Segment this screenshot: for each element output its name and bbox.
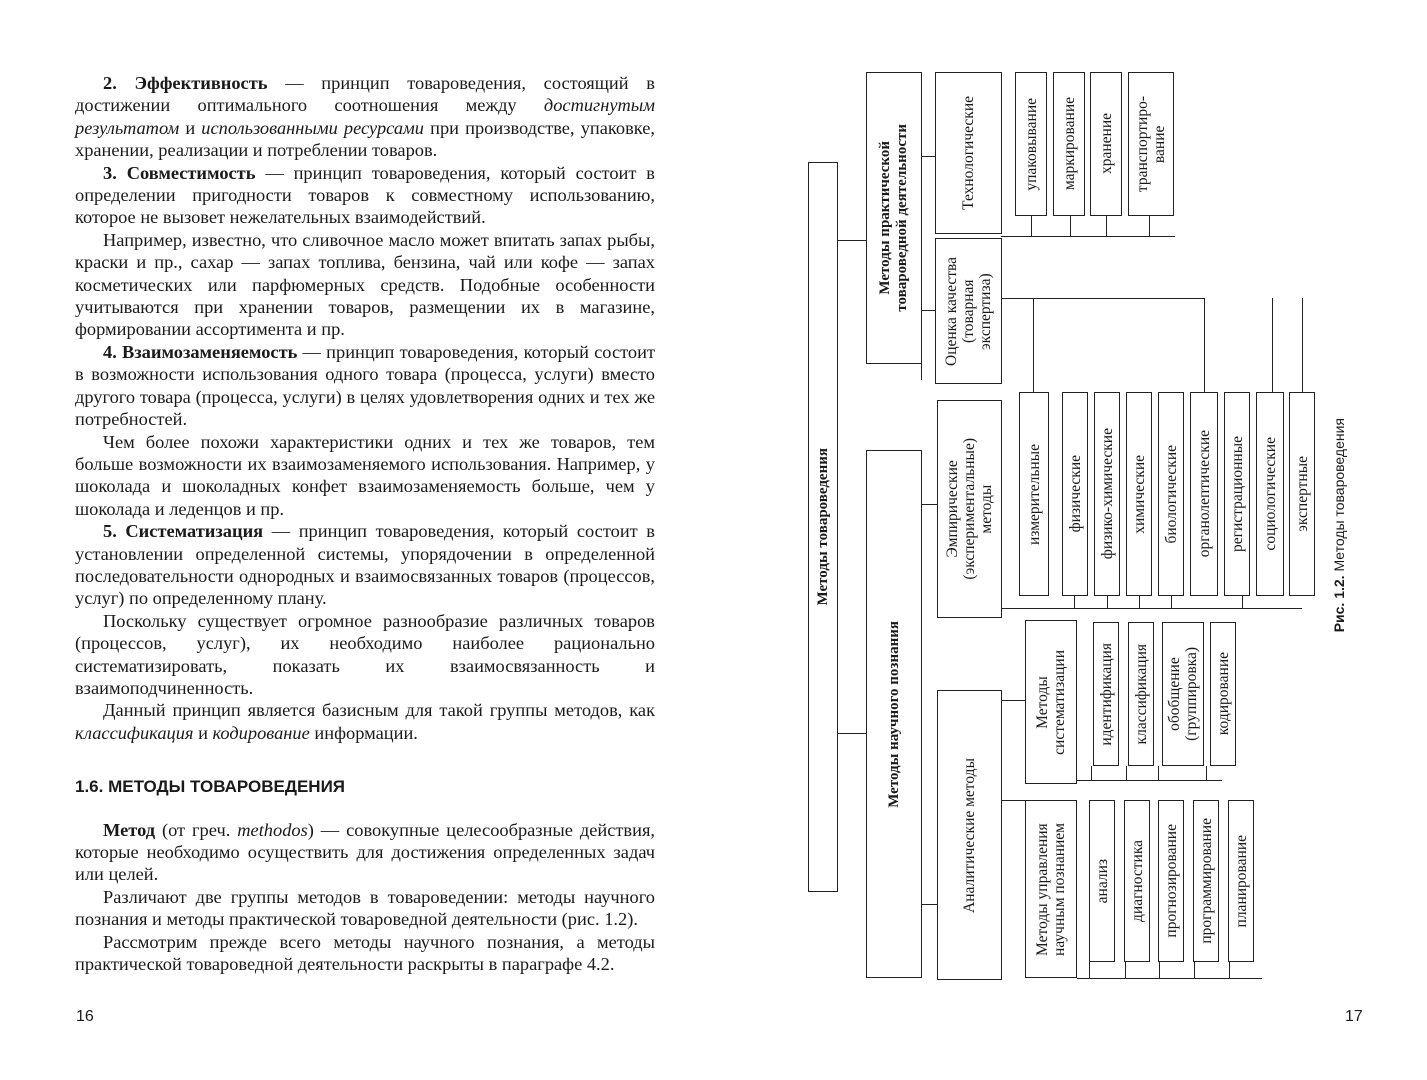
connector (1204, 298, 1205, 394)
connector (1070, 216, 1071, 236)
node-system-item-2: классификация (1128, 622, 1154, 766)
node-empirical-item-5: биологические (1158, 392, 1184, 596)
connector (1159, 962, 1160, 978)
page-number-left: 16 (76, 1008, 94, 1025)
node-tech-item-2: маркирование (1053, 72, 1085, 216)
figure-caption: Рис. 1.2. Методы товароведения (1331, 417, 1347, 633)
node-empirical-item-8: социологические (1256, 392, 1284, 596)
node-system-item-4: кодирование (1210, 622, 1236, 766)
paragraph-consider: Рассмотрим прежде всего методы научного познания, а методы практической товароведной деятельности раскрыты в параграфе 4.2. (75, 931, 655, 975)
node-management-item-4: программирование (1193, 800, 1219, 962)
node-management: Методы управления научным познанием (1025, 800, 1077, 978)
node-root: Методы товароведения (808, 162, 838, 892)
page-number-right: 17 (1345, 1008, 1363, 1025)
node-empirical-item-2: физические (1062, 392, 1088, 596)
connector (1194, 962, 1195, 978)
connector (1107, 596, 1108, 608)
paragraph-example-2: Чем более похожи характеристики одних и тех же товаров, тем больше возможности их взаимозаменяемого использования. Например, у шоколада и шоколадных конфет взаимозаменяемость больше, чем у шоколада и леденцов и пр. (75, 431, 655, 519)
connector (1077, 978, 1262, 979)
connector (1272, 298, 1273, 394)
node-tech-item-1: упаковывание (1015, 72, 1047, 216)
connector (921, 156, 935, 157)
paragraph-two-groups: Различают две группы методов в товароведении: методы научного познания и методы практической товароведной деятельности (рис. 1.2). (75, 886, 655, 930)
node-empirical-item-4: химические (1126, 392, 1152, 596)
paragraph-variety: Поскольку существует огромное разнообразие различных товаров (процессов, услуг), их необходимо наиболее рационально систематизировать, показать их взаимосвязанность и взаимоподчиненность. (75, 610, 655, 698)
connector (837, 733, 867, 734)
node-management-item-3: прогнозирование (1158, 800, 1184, 962)
node-management-item-2: диагностика (1124, 800, 1150, 962)
connector (1229, 962, 1230, 978)
connector (1074, 596, 1075, 608)
node-empirical-item-3: физико-химические (1094, 392, 1120, 596)
connector (1171, 596, 1172, 608)
node-management-item-1: анализ (1089, 800, 1115, 962)
section-heading: 1.6. МЕТОДЫ ТОВАРОВЕДЕНИЯ (75, 777, 346, 797)
connector (921, 904, 937, 905)
connector (1302, 298, 1303, 394)
node-technological: Технологические (935, 72, 1002, 234)
paragraph-method: Метод (от греч. methodos) — совокупные целесообразные действия, которые необходимо осуществить для достижения определенных задач или целей. (75, 819, 655, 885)
connector (992, 298, 1204, 299)
node-system-item-1: идентификация (1093, 622, 1119, 766)
connector (921, 310, 935, 311)
connector (1242, 596, 1243, 608)
node-empirical-item-7: регистрационные (1224, 392, 1250, 596)
node-empirical-item-9: экспертные (1289, 392, 1315, 596)
connector (1106, 216, 1107, 236)
paragraph-effectiveness: 2. Эффективность — принцип товароведения, состоящий в достижении оптимального соотношения между достигнутым результатом и использованными ресурсами при производстве, упаковке, хранении, реализации и потреблении товаров. (75, 73, 656, 161)
paragraph-interchangeability: 4. Взаимозаменяемость — принцип товароведения, который состоит в возможности использования одного товара (процесса, услуги) вместо другого товара (процесса, услуги) в целях удовлетворения одних и тех же потребностей. (75, 341, 655, 430)
node-quality: Оценка качества (товарная экспертиза) (935, 238, 1002, 384)
paragraph-example-1: Например, известно, что сливочное масло может впитать запах рыбы, краски и пр., сахар — запах топлива, бензина, чай или кофе — запах косметических или парфюмерных средств. Подобные особенности учитываются при хранении товаров, размещении их в магазине, формировании ассортимента и пр. (75, 229, 655, 340)
connector (1158, 766, 1159, 780)
paragraph-compatibility: 3. Совместимость — принцип товароведения, который состоит в определении пригодности товаров к совместному использованию, которое не вызовет нежелательных взаимодействий. (75, 162, 655, 228)
node-empirical: Эмпирические (экспериментальные) методы (937, 400, 1002, 618)
node-empirical-item-1: измерительные (1019, 392, 1049, 596)
connector (1206, 766, 1207, 780)
connector (1033, 298, 1034, 394)
connector (1002, 608, 1302, 609)
node-management-item-5: планирование (1228, 800, 1254, 962)
node-systematization: Методы систематизации (1025, 620, 1077, 784)
node-tech-item-4: транспортиро- вание (1128, 72, 1174, 216)
connector (1031, 216, 1032, 236)
connector (837, 240, 867, 241)
connector (1001, 236, 1175, 237)
connector (1139, 596, 1140, 608)
node-analytical: Аналитические методы (937, 690, 1002, 980)
connector (921, 504, 937, 505)
node-empirical-item-6: органолептические (1190, 392, 1218, 596)
node-scientific: Методы научного познания (866, 450, 922, 978)
paragraph-basis: Данный принцип является базисным для такой группы методов, как классификация и кодирование информации. (75, 700, 655, 743)
node-system-item-3: обобщение (группировка) (1162, 622, 1204, 766)
connector (1077, 780, 1222, 781)
node-practical: Методы практической товароведной деятельности (866, 72, 922, 364)
left-page (0, 0, 705, 1080)
connector (1089, 962, 1090, 978)
node-tech-item-3: хранение (1090, 72, 1122, 216)
connector (1126, 766, 1127, 780)
connector (1149, 216, 1150, 236)
connector (1091, 766, 1092, 780)
connector (1001, 800, 1025, 801)
connector (1001, 700, 1025, 701)
connector (1125, 962, 1126, 978)
paragraph-systematization: 5. Систематизация — принцип товароведения, который состоит в установлении определенной системы, упорядочении в определенной последовательности однородных и взаимосвязанных товаров (процессов, услуг) по определенному плану. (75, 521, 655, 609)
body-text (75, 72, 655, 975)
